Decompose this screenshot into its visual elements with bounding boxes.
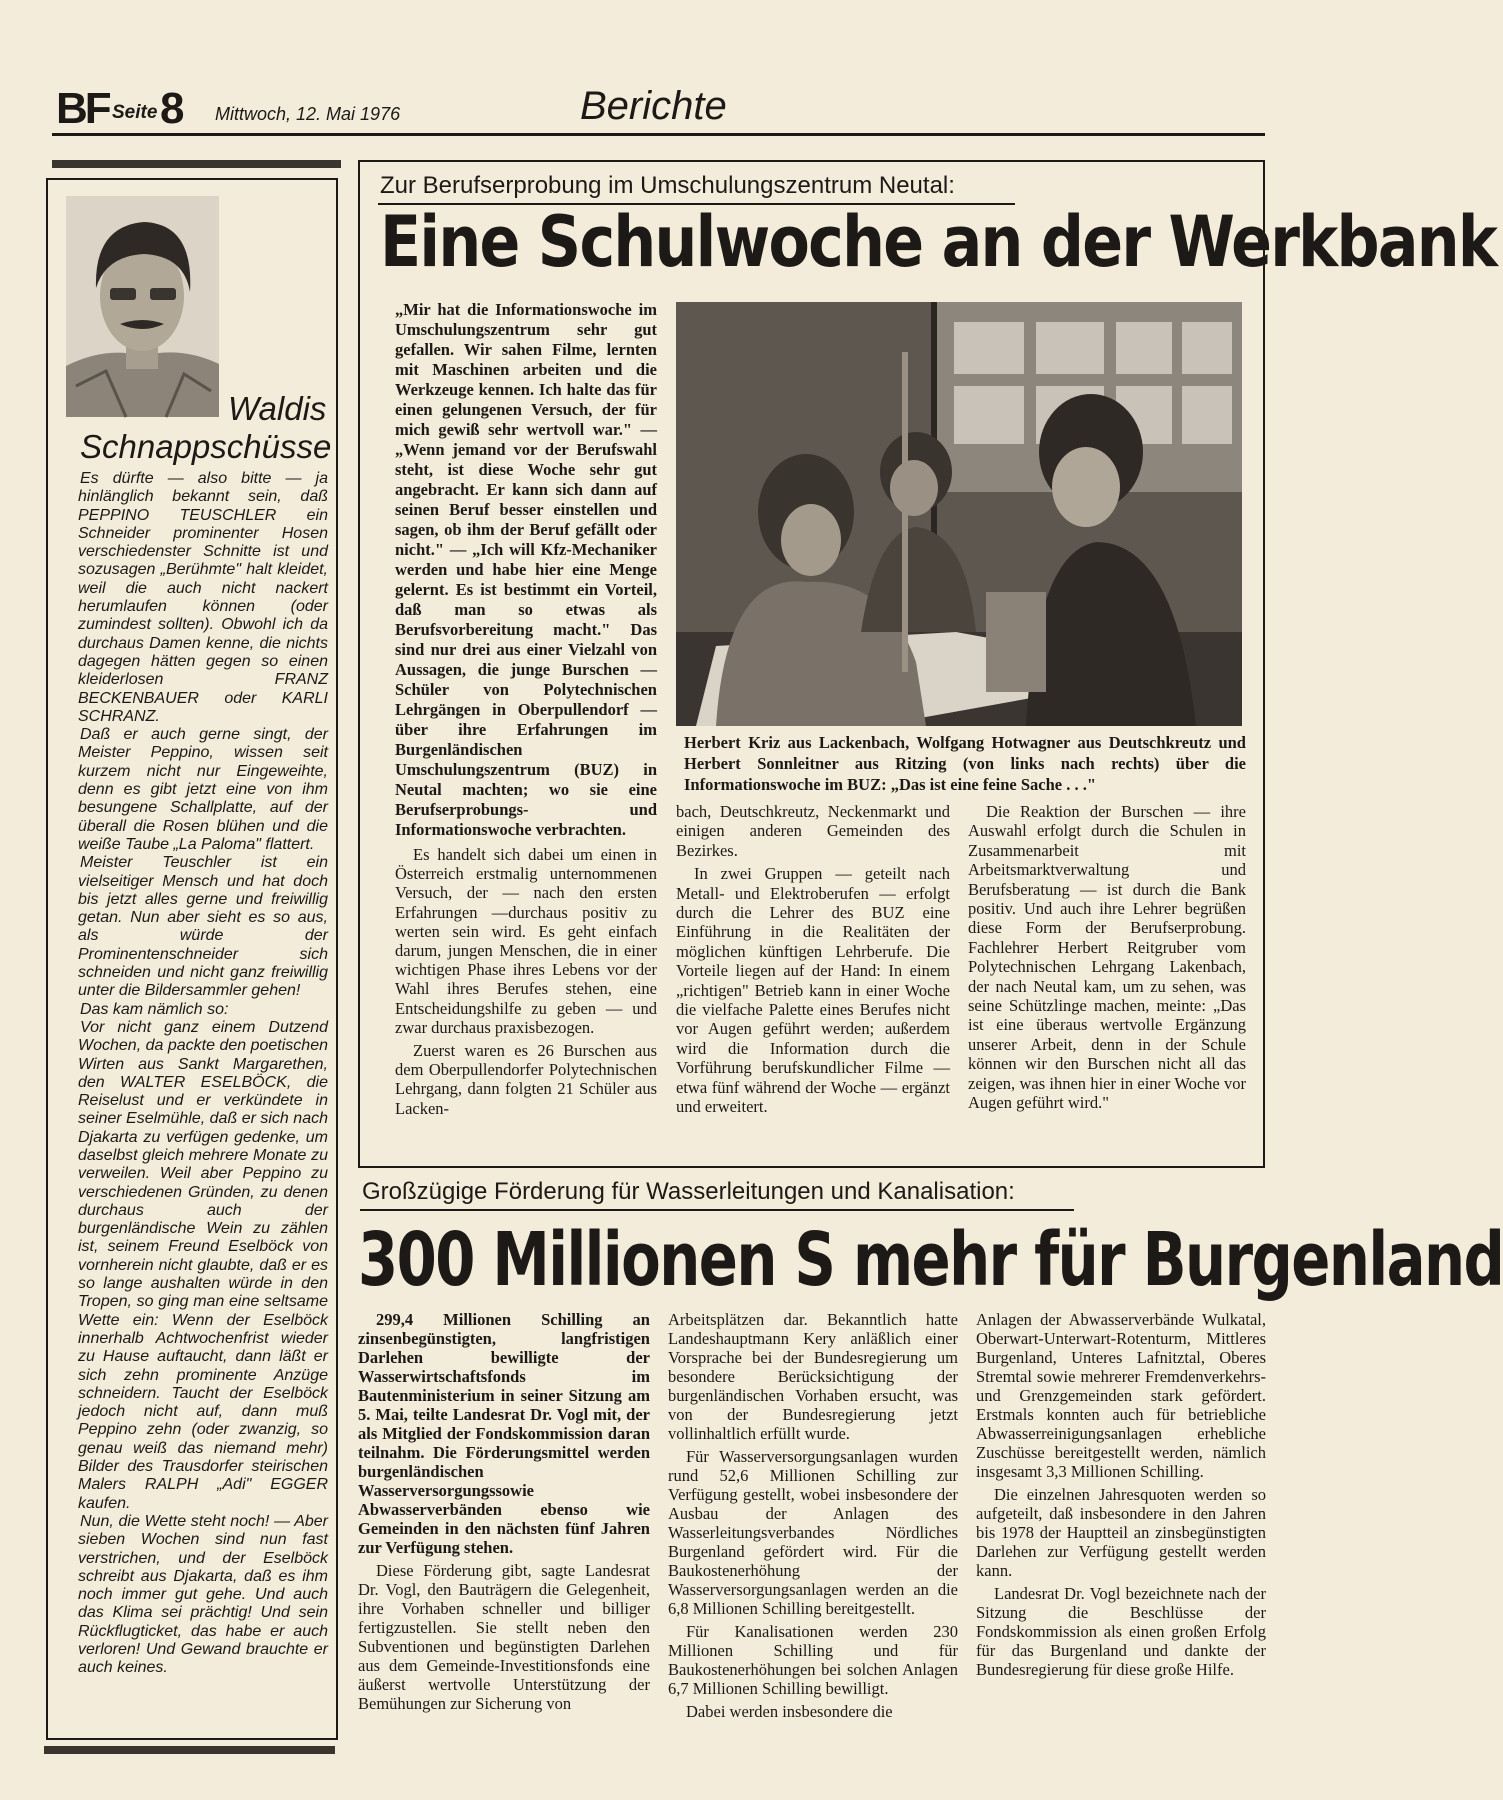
- article1-paragraph: Es handelt sich dabei um einen in Österreich erstmalig unternommenen Versuch, der — nach den ersten Erfahrungen —durchaus positiv zu werten sein wird. Es geht einfach darum, jungen Menschen, die in einer wichtigen Phase ihres Lebens vor der Wahl ihres Berufes stehen, eine Entscheidungshilfe zu geben — und zwar durchaus praxisbezogen.: [395, 845, 657, 1037]
- article1-lead: „Mir hat die Informationswoche im Umschulungszentrum sehr gut gefallen. Wir sahen Filme, lernten mit Maschinen arbeiten und die Werkzeuge kennen. Ich halte das für einen gelungenen Versuch, der für mich gewiß sehr wertvoll war." — „Wenn jemand vor der Berufswahl steht, ist diese Woche sehr gut angebracht. Er kann sich dann auf seinen Beruf besser einstellen und sagen, ob ihm der Beruf gefällt oder nicht." — „Ich will Kfz-Mechaniker werden und habe hier eine Menge gelernt. Es ist bestimmt ein Vorteil, daß man so etwas als Berufsvorbereitung macht." Das sind nur drei aus einer Vielzahl von Aussagen, die junge Burschen — Schüler von Polytechnischen Lehrgängen in Oberpullendorf — über ihre Erfahrungen im Burgenländischen Umschulungszentrum (BUZ) in Neutal machten; wo sie eine Berufserprobungs- und Informationswoche verbrachten.: [395, 300, 657, 839]
- article2-paragraph: Diese Förderung gibt, sagte Landesrat Dr. Vogl, den Bauträgern die Gelegenheit, ihre Vorhaben schneller und billiger fertigzustellen. Sie stellt neben den Subventionen und begünstigten Darlehen aus dem Gemeinde-Investitionsfonds eine äußerst wertvolle Unterstützung der Bemühungen zur Sicherung von: [358, 1561, 650, 1713]
- article1-headline: Eine Schulwoche an der Werkbank: [380, 201, 1497, 283]
- sidebar-paragraph: Das kam nämlich so:: [80, 1000, 229, 1018]
- article2-headline: 300 Millionen S mehr für Burgenland: [358, 1217, 1503, 1303]
- sidebar-paragraph: Nun, die Wette steht noch! — Aber sieben Wochen sind nun fast verstrichen, und der Eselböck schreibt aus Djakarta, daß es ihm noch immer gut gehe. Und auch das Klima sei prächtig! Und sein Rückflugticket, das habe er auch verloren! Und Gewand brauchte er auch keines.: [78, 1512, 328, 1677]
- article1-paragraph: Zuerst waren es 26 Burschen aus dem Oberpullendorfer Polytechnischen Lehrgang, dann folgten 21 Schüler aus Lacken-: [395, 1041, 657, 1118]
- article1-paragraph: bach, Deutschkreutz, Neckenmarkt und einigen anderen Gemeinden des Bezirkes.: [676, 802, 950, 860]
- article1-column1: [395, 845, 657, 1122]
- article1-column3: [968, 802, 1246, 1117]
- article2-column3: [976, 1310, 1266, 1683]
- photo-caption: Herbert Kriz aus Lackenbach, Wolfgang Hotwagner aus Deutschkreutz und Herbert Sonnleitner aus Ritzing (von links nach rechts) über die Informationswoche im BUZ: „Das ist eine feine Sache . . .": [684, 733, 1246, 794]
- article2-column1: [358, 1310, 650, 1717]
- column-title-line2: Schnappschüsse: [80, 428, 332, 465]
- sidebar-top-bar: [52, 160, 341, 168]
- sidebar-paragraph: Vor nicht ganz einem Dutzend Wochen, da packte den poetischen Wirten aus Sankt Margarethen, den WALTER ESELBÖCK, die Reiselust und er verkündete in seiner Eselmühle, daß er sich nach Djakarta zu verfügen gedenke, um daselbst gleich mehrere Monate zu verweilen. Weil aber Peppino zu verschiedenen Gründen, zu denen durchaus auch der burgenländische Wein zu zählen ist, seinem Freund Eselböck von vornherein nicht glaubte, daß er es so lange aushalten würde in den Tropen, so ging man eine seltsame Wette ein: Wenn der Eselböck innerhalb Achtwochenfrist wieder zu Hause auftaucht, dann läßt er sich zehn prominente Anzüge schneidern. Taucht der Eselböck jedoch nicht auf, dann muß Peppino zehn (oder zwanzig, so genau weiß das niemand mehr) Bilder des Trausdorfer steirischen Malers RALPH „Adi" EGGER kaufen.: [78, 1018, 328, 1512]
- issue-date: Mittwoch, 12. Mai 1976: [215, 104, 401, 124]
- column-title-line1: Waldis: [228, 390, 327, 427]
- students-photo: [676, 302, 1242, 726]
- sidebar-paragraph: Daß er auch gerne singt, der Meister Peppino, wissen seit kurzem nicht nur Eingeweihte, denn es gibt jetzt eine von ihm besungene Schallplatte, auf der überall die Rosen blühen und die weiße Taube „La Paloma" flattert.: [78, 726, 328, 853]
- article2-lead: 299,4 Millionen Schilling an zinsenbegünstigten, langfristigen Darlehen bewilligte der Wasserwirtschaftsfonds im Bautenministerium in seiner Sitzung am 5. Mai, teilte Landesrat Dr. Vogl mit, der als Mitglied der Fondskommission daran teilnahm. Die Förderungsmittel werden burgenländischen Wasserversorgungssowie Abwasserverbänden ebenso wie Gemeinden in den nächsten fünf Jahren zur Verfügung stehen.: [358, 1310, 650, 1557]
- sidebar-paragraph: Es dürfte — also bitte — ja hinlänglich bekannt sein, daß PEPPINO TEUSCHLER ein Schneider prominenter Hosen verschiedenster Schnitte ist und sozusagen „Berühmte" halt kleidet, weil die auch nicht nackert herumlaufen können (oder zumindest sollten). Obwohl ich da durchaus Damen kenne, die nichts dagegen hätten gegen so einen kleiderlosen FRANZ BECKENBAUER oder KARLI SCHRANZ.: [78, 470, 328, 725]
- article2-paragraph: Landesrat Dr. Vogl bezeichnete nach der Sitzung die Beschlüsse der Fondskommission als einen großen Erfolg für das Burgenland und dankte der Bundesregierung für diese große Hilfe.: [976, 1584, 1266, 1679]
- article2-paragraph: Die einzelnen Jahresquoten werden so aufgeteilt, daß insbesondere in den Jahren bis 1978 der Hauptteil an zinsbegünstigten Darlehen zur Verfügung gestellt werden kann.: [976, 1485, 1266, 1580]
- seite-label: Seite: [112, 102, 158, 123]
- page-number: 8: [160, 84, 185, 133]
- header-rule: [52, 133, 1265, 136]
- article2-kicker: Großzügige Förderung für Wasserleitungen und Kanalisation:: [362, 1178, 1015, 1205]
- article2-paragraph: Für Kanalisationen werden 230 Millionen Schilling und für Baukostenerhöhungen bei solchen Anlagen 6,7 Millionen Schilling bewilligt.: [668, 1622, 958, 1698]
- sidebar-body: [78, 470, 328, 1678]
- section-title: Berichte: [580, 84, 727, 128]
- logo: BF: [56, 84, 109, 133]
- article2-paragraph: Arbeitsplätzen dar. Bekanntlich hatte Landeshauptmann Kery anläßlich einer Vorsprache bei der Bundesregierung um besondere Berücksichtigung der burgenländischen Vorhaben ersucht, was von der Bundesregierung jetzt vollinhaltlich erfüllt wurde.: [668, 1310, 958, 1443]
- article2-paragraph: Dabei werden insbesondere die: [686, 1702, 893, 1721]
- article1-column2: [676, 802, 950, 1121]
- article1-kicker: Zur Berufserprobung im Umschulungszentrum Neutal:: [380, 172, 955, 199]
- article2-column2: [668, 1310, 958, 1725]
- article2-kicker-rule: [360, 1209, 1074, 1211]
- article1-paragraph: In zwei Gruppen — geteilt nach Metall- und Elektroberufen — erfolgt durch die Lehrer des BUZ eine Einführung in die Realitäten der möglichen künftigen Lehrberufe. Die Vorteile liegen auf der Hand: In einem „richtigen" Betrieb kann in einer Woche die vielfache Palette eines Berufes nicht vor Augen geführt werden; außerdem wird die Information durch die Vorführung berufskundlicher Filme — etwa fünf während der Woche — ergänzt und erweitert.: [676, 864, 950, 1117]
- article2-paragraph: Für Wasserversorgungsanlagen wurden rund 52,6 Millionen Schilling zur Verfügung gestellt, wobei insbesondere der Ausbau der Anlagen des Wasserleitungsverbandes Nördliches Burgenland gefördert wird. Für die Baukostenerhöhung der Wasserversorgungsanlagen werden an die 6,8 Millionen Schilling bereitgestellt.: [668, 1447, 958, 1618]
- sidebar-bottom-bar: [44, 1746, 335, 1754]
- sidebar-paragraph: Meister Teuschler ist ein vielseitiger Mensch und hat doch bis jetzt alles gerne und freiwillig getan. Nun aber sieht es so aus, als würde der Prominentenschneider sich schneiden und nicht ganz freiwillig unter die Bildersammler gehen!: [78, 854, 328, 1000]
- columnist-portrait: [66, 196, 219, 417]
- article1-paragraph: Die Reaktion der Burschen — ihre Auswahl erfolgt durch die Schulen in Zusammenarbeit mit Arbeitsmarktverwaltung und Berufsberatung — ist durch die Bank positiv. Und auch ihre Lehrer begrüßen diese Form der Berufserprobung. Fachlehrer Herbert Reitgruber vom Polytechnischen Lehrgang Lakenbach, der nach Neutal kam, um zu sehen, was seine Schützlinge machen, meinte: „Das ist eine überaus wertvolle Ergänzung unserer Arbeit, denn in der Schule können wir den Burschen nicht all das zeigen, was ihnen hier in einer Woche vor Augen geführt wird.": [968, 802, 1246, 1113]
- article2-paragraph: Anlagen der Abwasserverbände Wulkatal, Oberwart-Unterwart-Rotenturm, Mittleres Burgenland, Unteres Lafnitztal, Oberes Stremtal sowie mehrerer Fremdenverkehrs- und Grenzgemeinden stark gefördert. Erstmals konnten auch für betriebliche Abwasserreinigungsanlagen erhebliche Zuschüsse bereitgestellt werden, nämlich insgesamt 3,3 Millionen Schilling.: [976, 1310, 1266, 1481]
